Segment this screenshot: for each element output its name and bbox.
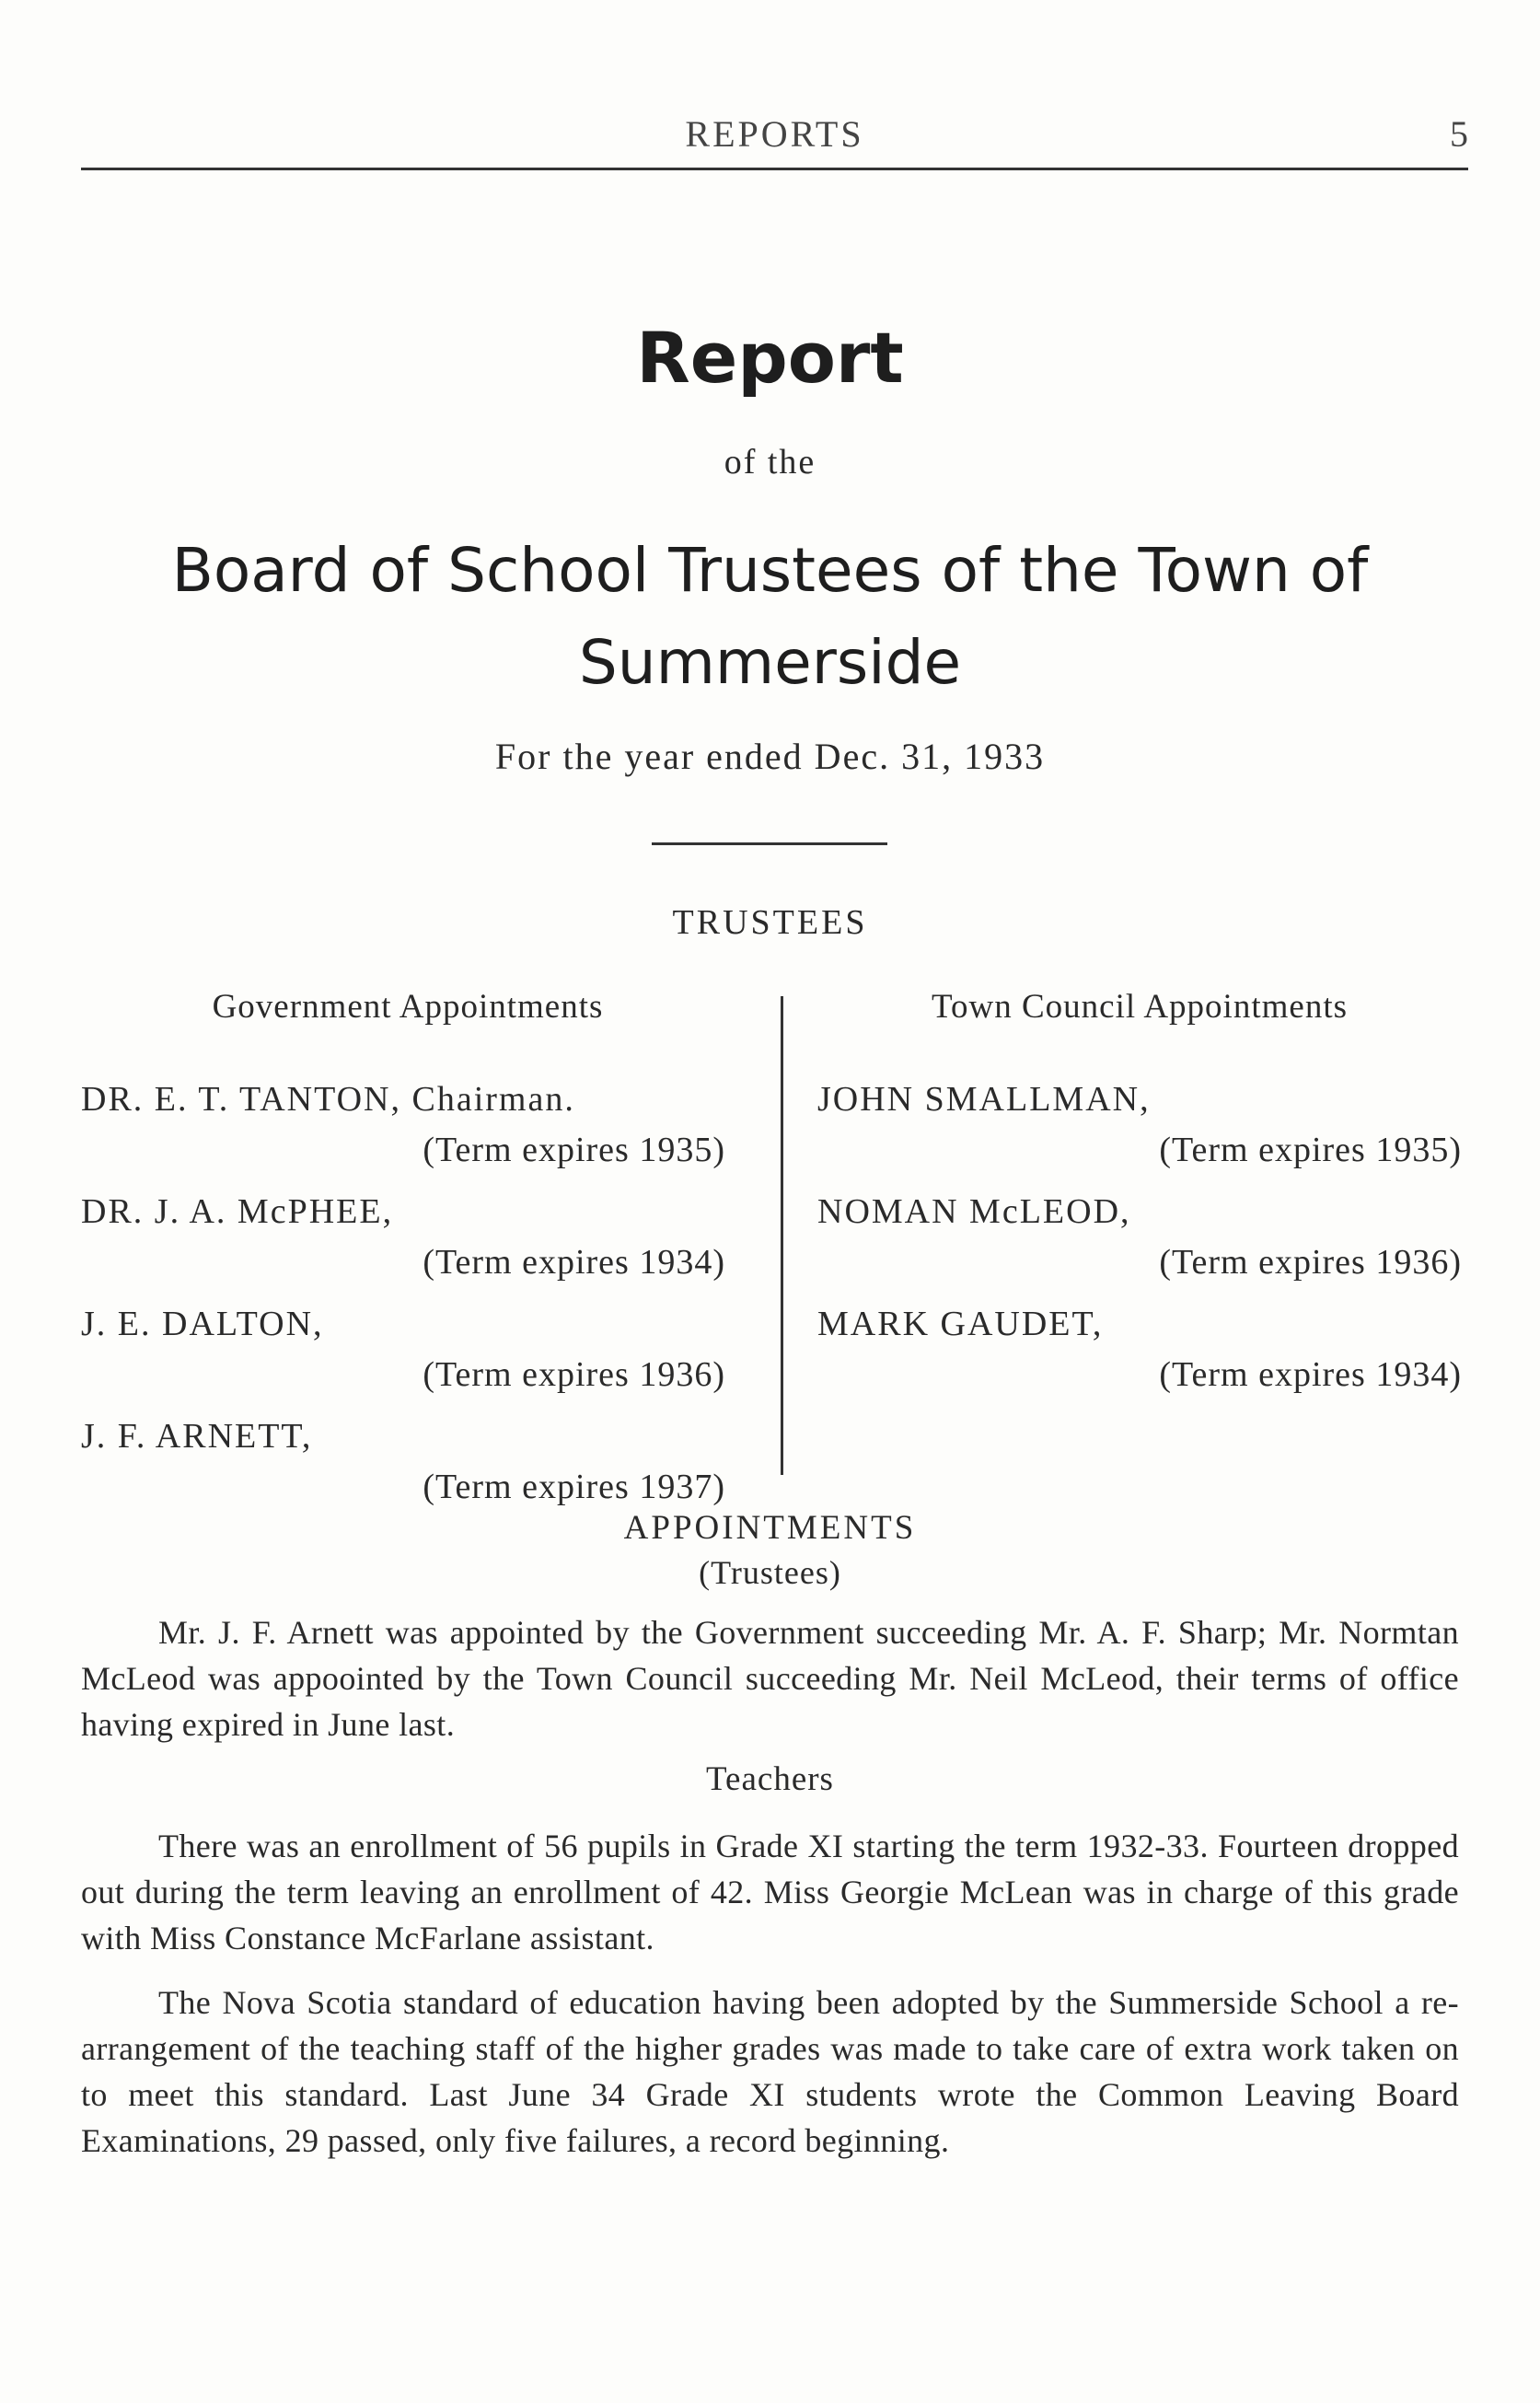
trustee-name: J. E. DALTON, <box>81 1305 324 1343</box>
trustee-entry <box>817 1075 1462 1177</box>
trustee-entry <box>817 1300 1462 1401</box>
trustees-heading: TRUSTEES <box>672 903 868 942</box>
trustee-name: NOMAN McLEOD, <box>817 1192 1131 1231</box>
section-rule <box>652 842 887 845</box>
trustee-entry <box>817 1188 1462 1289</box>
trustee-term: (Term expires 1936) <box>1159 1243 1462 1282</box>
running-header <box>81 109 1468 170</box>
trustee-term: (Term expires 1934) <box>1159 1355 1462 1394</box>
teachers-paragraph: The Nova Scotia standard of education having been adopted by the Summerside School a re-arrangement of the teaching staff of the higher grades was made to take care of extra work taken on to meet this standard. Last June 34 Grade XI students wrote the Common Leaving Board Examinations, 29 passed, only five failures, a record beginning. <box>81 1984 1459 2159</box>
trustee-term: (Term expires 1935) <box>1159 1131 1462 1169</box>
trustee-entry <box>81 1075 735 1177</box>
trustee-term: (Term expires 1935) <box>423 1131 725 1169</box>
trustee-name: JOHN SMALLMAN, <box>817 1080 1151 1119</box>
trustee-name: J. F. ARNETT, <box>81 1417 313 1456</box>
council-appointments-column <box>817 985 1462 1412</box>
teachers-paragraph: There was an enrollment of 56 pupils in Grade XI starting the term 1932-33. Fourteen dropped out during the term leaving an enrollment of 42. Miss Georgie McLean was in charge of this grade with Miss Constance McFarlane assistant. <box>81 1828 1459 1956</box>
appointments-subheading: (Trustees) <box>699 1554 841 1591</box>
trustee-entry <box>81 1412 735 1514</box>
report-title: Report <box>636 317 904 399</box>
trustee-entry <box>81 1300 735 1401</box>
page-number: 5 <box>1450 113 1468 155</box>
government-appointments-column <box>81 985 735 1525</box>
trustee-name: DR. J. A. McPHEE, <box>81 1192 394 1231</box>
trustee-name: DR. E. T. TANTON, Chairman. <box>81 1080 575 1119</box>
council-appointments-heading: Town Council Appointments <box>931 988 1349 1026</box>
column-divider <box>781 996 783 1475</box>
report-subtitle: Board of School Trustees of the Town of Summerside <box>171 535 1369 698</box>
trustee-term: (Term expires 1934) <box>423 1243 725 1282</box>
appointments-heading: APPOINTMENTS <box>623 1509 917 1547</box>
trustee-term: (Term expires 1936) <box>423 1355 725 1394</box>
trustee-term: (Term expires 1937) <box>423 1468 725 1506</box>
appointments-paragraph: Mr. J. F. Arnett was appointed by the Government succeeding Mr. A. F. Sharp; Mr. Normtan McLeod was appoointed by the Town Council succeeding Mr. Neil McLeod, their terms of office having expired in June last. <box>81 1614 1459 1743</box>
teachers-heading: Teachers <box>706 1760 834 1798</box>
trustee-entry <box>81 1188 735 1289</box>
report-period: For the year ended Dec. 31, 1933 <box>494 736 1046 777</box>
running-title: REPORTS <box>685 113 864 155</box>
government-appointments-heading: Government Appointments <box>212 988 604 1026</box>
trustee-name: MARK GAUDET, <box>817 1305 1104 1343</box>
title-connector: of the <box>724 443 816 482</box>
